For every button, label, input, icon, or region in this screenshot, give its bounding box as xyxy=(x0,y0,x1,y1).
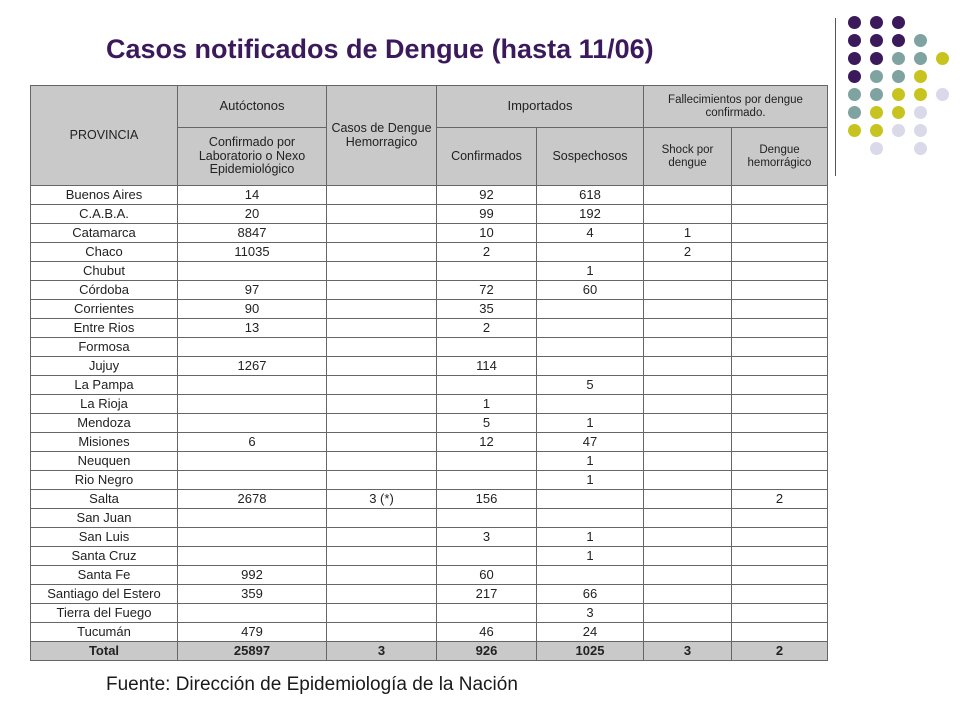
cell-autoctonos-confirmado: 97 xyxy=(178,281,327,300)
cell-shock-por-dengue xyxy=(644,509,732,528)
cell-importados-sospechosos xyxy=(537,509,644,528)
total-cell-province: Total xyxy=(31,642,178,661)
cell-importados-confirmados: 12 xyxy=(437,433,537,452)
cell-dengue-hemorragico xyxy=(732,186,828,205)
cell-importados-sospechosos xyxy=(537,338,644,357)
table-row xyxy=(31,262,828,281)
table-row xyxy=(31,319,828,338)
header-autoctonos: Autóctonos xyxy=(178,86,327,128)
total-row xyxy=(31,642,828,661)
cell-dengue-hemorragico xyxy=(732,528,828,547)
cell-casos-hemorragico xyxy=(327,224,437,243)
dengue-cases-table-wrapper xyxy=(30,85,828,661)
cell-province: Buenos Aires xyxy=(31,186,178,205)
header-provincia: PROVINCIA xyxy=(31,86,178,186)
cell-dengue-hemorragico xyxy=(732,452,828,471)
cell-shock-por-dengue xyxy=(644,300,732,319)
cell-importados-confirmados xyxy=(437,604,537,623)
cell-shock-por-dengue xyxy=(644,452,732,471)
decor-dot xyxy=(914,52,927,65)
cell-dengue-hemorragico xyxy=(732,585,828,604)
cell-importados-sospechosos: 4 xyxy=(537,224,644,243)
cell-shock-por-dengue xyxy=(644,376,732,395)
decor-dot xyxy=(914,34,927,47)
table-row xyxy=(31,452,828,471)
cell-autoctonos-confirmado: 20 xyxy=(178,205,327,224)
cell-casos-hemorragico xyxy=(327,395,437,414)
cell-casos-hemorragico xyxy=(327,452,437,471)
cell-shock-por-dengue xyxy=(644,585,732,604)
cell-province: Catamarca xyxy=(31,224,178,243)
cell-importados-confirmados: 156 xyxy=(437,490,537,509)
table-row xyxy=(31,490,828,509)
cell-importados-sospechosos: 1 xyxy=(537,471,644,490)
decorative-dot-grid xyxy=(848,12,948,162)
cell-importados-confirmados: 3 xyxy=(437,528,537,547)
cell-shock-por-dengue xyxy=(644,547,732,566)
cell-autoctonos-confirmado: 479 xyxy=(178,623,327,642)
decor-dot xyxy=(870,34,883,47)
cell-shock-por-dengue xyxy=(644,186,732,205)
cell-province: Mendoza xyxy=(31,414,178,433)
cell-dengue-hemorragico xyxy=(732,300,828,319)
cell-casos-hemorragico xyxy=(327,281,437,300)
cell-autoctonos-confirmado xyxy=(178,528,327,547)
cell-importados-sospechosos: 5 xyxy=(537,376,644,395)
cell-importados-confirmados: 2 xyxy=(437,319,537,338)
cell-dengue-hemorragico xyxy=(732,623,828,642)
cell-shock-por-dengue xyxy=(644,566,732,585)
decor-dot xyxy=(848,16,861,29)
cell-shock-por-dengue xyxy=(644,338,732,357)
cell-province: Salta xyxy=(31,490,178,509)
table-row xyxy=(31,471,828,490)
title-divider xyxy=(835,18,836,176)
cell-importados-confirmados: 92 xyxy=(437,186,537,205)
cell-casos-hemorragico xyxy=(327,319,437,338)
decor-dot xyxy=(870,142,883,155)
total-cell-casos-hemorragico: 3 xyxy=(327,642,437,661)
cell-autoctonos-confirmado: 90 xyxy=(178,300,327,319)
cell-province: San Juan xyxy=(31,509,178,528)
cell-autoctonos-confirmado xyxy=(178,452,327,471)
cell-dengue-hemorragico xyxy=(732,414,828,433)
cell-casos-hemorragico xyxy=(327,243,437,262)
cell-casos-hemorragico xyxy=(327,566,437,585)
cell-autoctonos-confirmado: 359 xyxy=(178,585,327,604)
table-row xyxy=(31,509,828,528)
cell-importados-confirmados: 10 xyxy=(437,224,537,243)
cell-casos-hemorragico xyxy=(327,547,437,566)
cell-importados-sospechosos: 1 xyxy=(537,452,644,471)
cell-province: Santa Cruz xyxy=(31,547,178,566)
total-cell-dengue-hemorragico: 2 xyxy=(732,642,828,661)
table-row xyxy=(31,376,828,395)
cell-casos-hemorragico xyxy=(327,414,437,433)
decor-dot xyxy=(848,34,861,47)
decor-dot xyxy=(892,70,905,83)
cell-province: Santiago del Estero xyxy=(31,585,178,604)
cell-importados-confirmados: 35 xyxy=(437,300,537,319)
cell-casos-hemorragico xyxy=(327,433,437,452)
decor-dot xyxy=(870,52,883,65)
cell-autoctonos-confirmado xyxy=(178,471,327,490)
cell-casos-hemorragico xyxy=(327,528,437,547)
cell-importados-confirmados: 114 xyxy=(437,357,537,376)
cell-shock-por-dengue xyxy=(644,604,732,623)
cell-importados-sospechosos: 618 xyxy=(537,186,644,205)
cell-autoctonos-confirmado: 13 xyxy=(178,319,327,338)
cell-shock-por-dengue xyxy=(644,528,732,547)
cell-importados-confirmados: 72 xyxy=(437,281,537,300)
cell-casos-hemorragico xyxy=(327,186,437,205)
cell-autoctonos-confirmado xyxy=(178,509,327,528)
decor-dot xyxy=(848,106,861,119)
cell-casos-hemorragico xyxy=(327,300,437,319)
page-title: Casos notificados de Dengue (hasta 11/06) xyxy=(106,34,654,64)
cell-dengue-hemorragico xyxy=(732,395,828,414)
table-row xyxy=(31,395,828,414)
cell-province: Chaco xyxy=(31,243,178,262)
decor-dot xyxy=(914,88,927,101)
cell-importados-confirmados xyxy=(437,452,537,471)
decor-dot xyxy=(892,88,905,101)
decor-dot xyxy=(892,52,905,65)
cell-importados-sospechosos: 1 xyxy=(537,414,644,433)
table-row xyxy=(31,186,828,205)
table-row xyxy=(31,585,828,604)
cell-autoctonos-confirmado: 8847 xyxy=(178,224,327,243)
decor-dot xyxy=(914,70,927,83)
cell-casos-hemorragico xyxy=(327,471,437,490)
table-row xyxy=(31,205,828,224)
table-row xyxy=(31,300,828,319)
cell-shock-por-dengue xyxy=(644,395,732,414)
cell-dengue-hemorragico xyxy=(732,338,828,357)
cell-dengue-hemorragico xyxy=(732,224,828,243)
cell-autoctonos-confirmado xyxy=(178,604,327,623)
cell-province: Tucumán xyxy=(31,623,178,642)
decor-dot xyxy=(870,106,883,119)
cell-province: La Pampa xyxy=(31,376,178,395)
cell-importados-confirmados: 60 xyxy=(437,566,537,585)
cell-dengue-hemorragico xyxy=(732,376,828,395)
cell-dengue-hemorragico xyxy=(732,509,828,528)
cell-shock-por-dengue xyxy=(644,357,732,376)
dengue-cases-table xyxy=(30,85,828,661)
cell-dengue-hemorragico xyxy=(732,471,828,490)
cell-importados-sospechosos: 47 xyxy=(537,433,644,452)
decor-dot xyxy=(892,34,905,47)
decor-dot xyxy=(936,88,949,101)
cell-shock-por-dengue: 1 xyxy=(644,224,732,243)
cell-importados-sospechosos xyxy=(537,490,644,509)
cell-dengue-hemorragico: 2 xyxy=(732,490,828,509)
decor-dot xyxy=(892,16,905,29)
cell-importados-confirmados: 217 xyxy=(437,585,537,604)
cell-importados-sospechosos: 1 xyxy=(537,528,644,547)
cell-importados-sospechosos: 1 xyxy=(537,262,644,281)
cell-importados-confirmados xyxy=(437,376,537,395)
cell-autoctonos-confirmado xyxy=(178,414,327,433)
table-body xyxy=(31,186,828,661)
cell-province: Neuquen xyxy=(31,452,178,471)
total-cell-importados-confirmados: 926 xyxy=(437,642,537,661)
decor-dot xyxy=(848,124,861,137)
cell-autoctonos-confirmado xyxy=(178,547,327,566)
cell-province: Santa Fe xyxy=(31,566,178,585)
cell-autoctonos-confirmado: 6 xyxy=(178,433,327,452)
cell-importados-confirmados xyxy=(437,547,537,566)
decor-dot xyxy=(870,16,883,29)
table-row xyxy=(31,623,828,642)
cell-shock-por-dengue xyxy=(644,414,732,433)
table-row xyxy=(31,414,828,433)
cell-importados-confirmados: 99 xyxy=(437,205,537,224)
cell-importados-sospechosos: 3 xyxy=(537,604,644,623)
cell-province: San Luis xyxy=(31,528,178,547)
table-row xyxy=(31,224,828,243)
header-confirmados: Confirmados xyxy=(437,128,537,186)
cell-importados-confirmados xyxy=(437,338,537,357)
cell-importados-confirmados xyxy=(437,509,537,528)
cell-autoctonos-confirmado xyxy=(178,376,327,395)
cell-casos-hemorragico xyxy=(327,585,437,604)
cell-shock-por-dengue xyxy=(644,319,732,338)
cell-shock-por-dengue xyxy=(644,262,732,281)
cell-dengue-hemorragico xyxy=(732,604,828,623)
cell-shock-por-dengue xyxy=(644,490,732,509)
decor-dot xyxy=(936,52,949,65)
cell-importados-confirmados: 1 xyxy=(437,395,537,414)
source-note: Fuente: Dirección de Epidemiología de la Nación xyxy=(106,674,518,695)
cell-dengue-hemorragico xyxy=(732,319,828,338)
cell-dengue-hemorragico xyxy=(732,566,828,585)
cell-shock-por-dengue xyxy=(644,623,732,642)
table-row xyxy=(31,528,828,547)
cell-dengue-hemorragico xyxy=(732,262,828,281)
cell-province: C.A.B.A. xyxy=(31,205,178,224)
cell-autoctonos-confirmado: 2678 xyxy=(178,490,327,509)
cell-importados-sospechosos xyxy=(537,357,644,376)
cell-importados-confirmados xyxy=(437,262,537,281)
cell-casos-hemorragico xyxy=(327,604,437,623)
decor-dot xyxy=(914,142,927,155)
cell-importados-confirmados: 46 xyxy=(437,623,537,642)
table-row xyxy=(31,357,828,376)
cell-importados-sospechosos: 1 xyxy=(537,547,644,566)
cell-autoctonos-confirmado xyxy=(178,338,327,357)
cell-province: Córdoba xyxy=(31,281,178,300)
cell-shock-por-dengue: 2 xyxy=(644,243,732,262)
table-row xyxy=(31,338,828,357)
cell-shock-por-dengue xyxy=(644,471,732,490)
cell-dengue-hemorragico xyxy=(732,205,828,224)
cell-autoctonos-confirmado: 14 xyxy=(178,186,327,205)
cell-autoctonos-confirmado: 992 xyxy=(178,566,327,585)
cell-importados-sospechosos xyxy=(537,243,644,262)
decor-dot xyxy=(892,106,905,119)
cell-shock-por-dengue xyxy=(644,205,732,224)
cell-province: Tierra del Fuego xyxy=(31,604,178,623)
decor-dot xyxy=(892,124,905,137)
cell-casos-hemorragico: 3 (*) xyxy=(327,490,437,509)
cell-shock-por-dengue xyxy=(644,433,732,452)
total-cell-autoctonos-confirmado: 25897 xyxy=(178,642,327,661)
cell-casos-hemorragico xyxy=(327,376,437,395)
header-casos-hemorragico: Casos de Dengue Hemorragico xyxy=(327,86,437,186)
cell-dengue-hemorragico xyxy=(732,357,828,376)
table-row xyxy=(31,433,828,452)
total-cell-shock-por-dengue: 3 xyxy=(644,642,732,661)
cell-importados-confirmados: 2 xyxy=(437,243,537,262)
decor-dot xyxy=(848,52,861,65)
decor-dot xyxy=(914,124,927,137)
decor-dot xyxy=(870,124,883,137)
cell-province: Corrientes xyxy=(31,300,178,319)
cell-casos-hemorragico xyxy=(327,205,437,224)
total-cell-importados-sospechosos: 1025 xyxy=(537,642,644,661)
cell-autoctonos-confirmado xyxy=(178,395,327,414)
cell-province: Entre Rios xyxy=(31,319,178,338)
header-importados: Importados xyxy=(437,86,644,128)
cell-province: Jujuy xyxy=(31,357,178,376)
cell-importados-sospechosos xyxy=(537,319,644,338)
cell-casos-hemorragico xyxy=(327,338,437,357)
cell-importados-confirmados: 5 xyxy=(437,414,537,433)
cell-importados-sospechosos xyxy=(537,566,644,585)
table-row xyxy=(31,243,828,262)
cell-importados-sospechosos xyxy=(537,395,644,414)
cell-province: Formosa xyxy=(31,338,178,357)
cell-province: Rio Negro xyxy=(31,471,178,490)
cell-province: Misiones xyxy=(31,433,178,452)
cell-importados-confirmados xyxy=(437,471,537,490)
cell-casos-hemorragico xyxy=(327,623,437,642)
cell-province: La Rioja xyxy=(31,395,178,414)
decor-dot xyxy=(870,70,883,83)
cell-importados-sospechosos xyxy=(537,300,644,319)
cell-autoctonos-confirmado: 1267 xyxy=(178,357,327,376)
cell-dengue-hemorragico xyxy=(732,433,828,452)
table-row xyxy=(31,281,828,300)
header-shock: Shock por dengue xyxy=(644,128,732,186)
cell-dengue-hemorragico xyxy=(732,243,828,262)
table-row xyxy=(31,604,828,623)
table-row xyxy=(31,547,828,566)
header-dengue-hemorragico: Dengue hemorrágico xyxy=(732,128,828,186)
cell-importados-sospechosos: 66 xyxy=(537,585,644,604)
cell-dengue-hemorragico xyxy=(732,547,828,566)
decor-dot xyxy=(870,88,883,101)
header-confirmado-lab: Confirmado por Laboratorio o Nexo Epidemiológico xyxy=(178,128,327,186)
cell-autoctonos-confirmado xyxy=(178,262,327,281)
cell-dengue-hemorragico xyxy=(732,281,828,300)
decor-dot xyxy=(848,88,861,101)
cell-casos-hemorragico xyxy=(327,357,437,376)
header-sospechosos: Sospechosos xyxy=(537,128,644,186)
cell-shock-por-dengue xyxy=(644,281,732,300)
cell-casos-hemorragico xyxy=(327,262,437,281)
decor-dot xyxy=(848,70,861,83)
cell-province: Chubut xyxy=(31,262,178,281)
cell-importados-sospechosos: 60 xyxy=(537,281,644,300)
cell-casos-hemorragico xyxy=(327,509,437,528)
cell-autoctonos-confirmado: 11035 xyxy=(178,243,327,262)
cell-importados-sospechosos: 24 xyxy=(537,623,644,642)
cell-importados-sospechosos: 192 xyxy=(537,205,644,224)
decor-dot xyxy=(914,106,927,119)
table-row xyxy=(31,566,828,585)
header-fallecimientos: Fallecimientos por dengue confirmado. xyxy=(644,86,828,128)
